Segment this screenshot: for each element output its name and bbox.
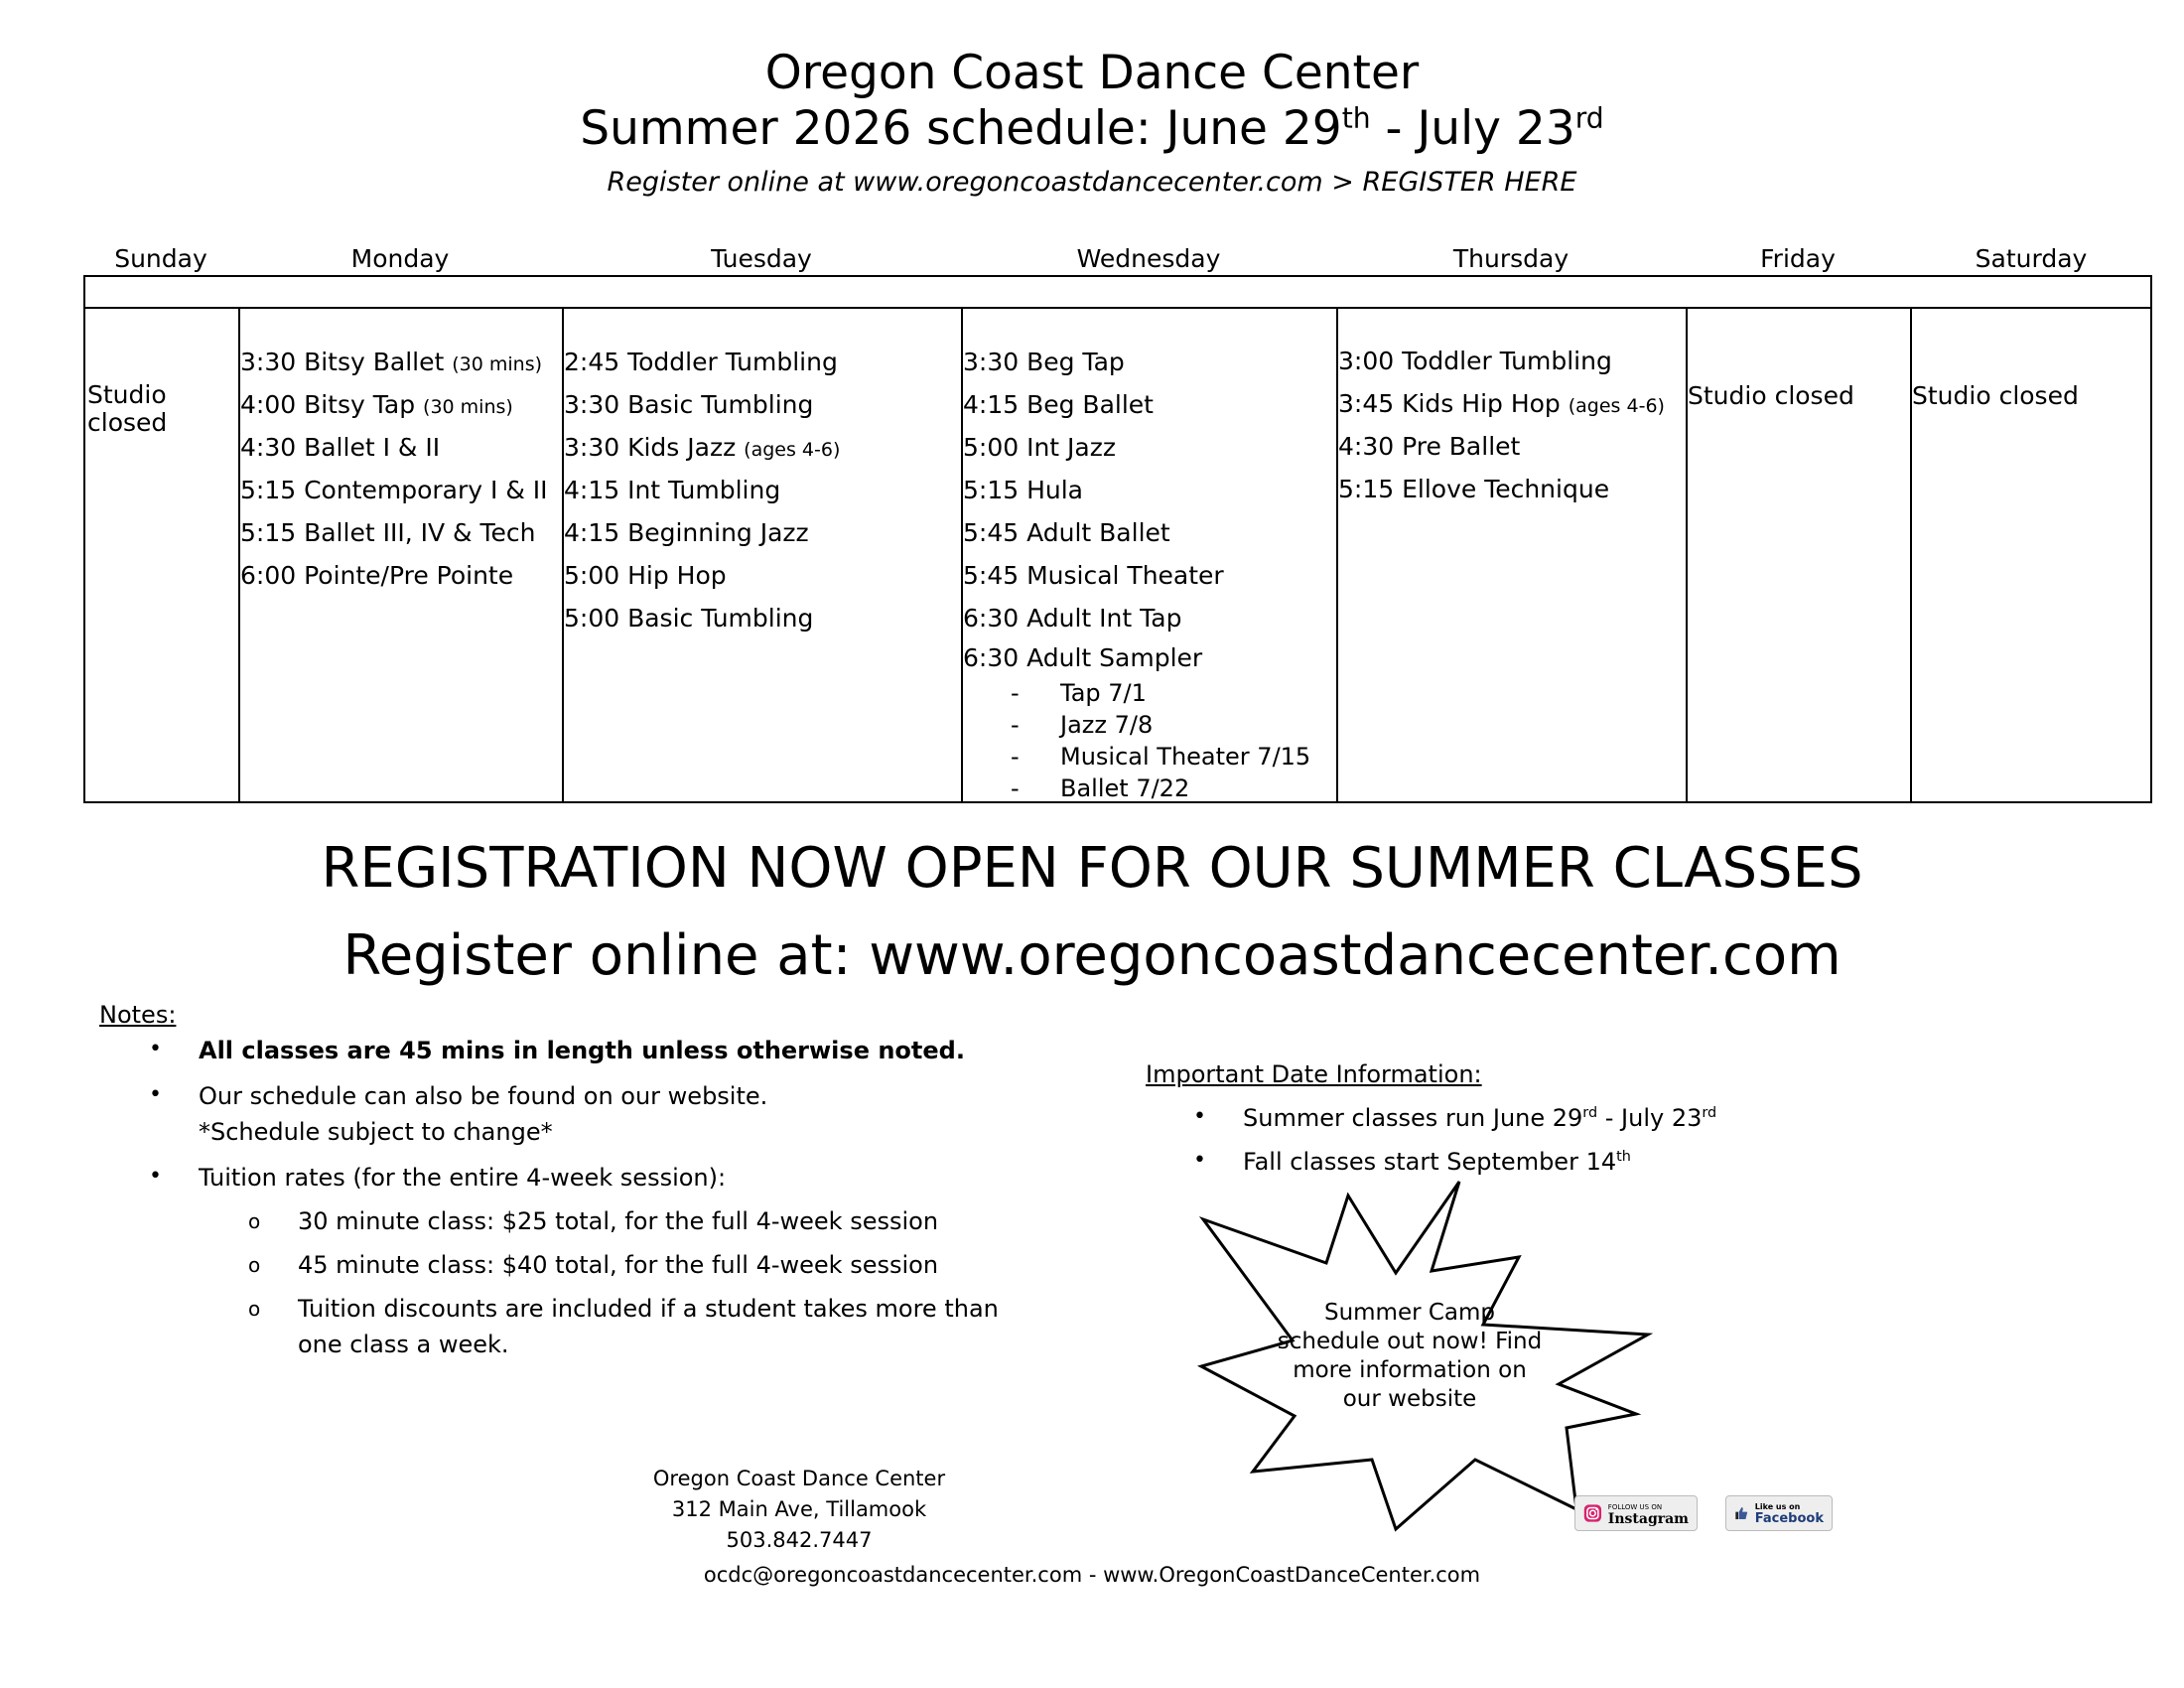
register-line: Register online at www.oregoncoastdancecenter.com > REGISTER HERE bbox=[607, 167, 1577, 198]
facebook-label bbox=[1755, 1501, 1824, 1525]
class-note: (30 mins) bbox=[452, 353, 543, 375]
instagram-small-text: FOLLOW US ON bbox=[1607, 1503, 1663, 1511]
day-header-thursday: Thursday bbox=[1452, 244, 1570, 273]
instagram-label bbox=[1608, 1501, 1689, 1525]
class-item: 3:30 Basic Tumbling bbox=[564, 390, 814, 419]
class-name: 4:00 Bitsy Tap bbox=[240, 390, 416, 419]
camp-line: more information on bbox=[1293, 1357, 1527, 1383]
page-title: Oregon Coast Dance Center bbox=[764, 46, 1420, 100]
class-item: 6:30 Adult Sampler bbox=[963, 643, 1203, 672]
subtitle-sup: th bbox=[1341, 101, 1371, 135]
class-note: (ages 4-6) bbox=[1568, 395, 1665, 417]
date-sup: th bbox=[1616, 1149, 1631, 1165]
class-item: 3:30 Beg Tap bbox=[963, 348, 1125, 376]
class-item: 4:15 Beg Ballet bbox=[963, 390, 1154, 419]
class-item: 4:30 Ballet I & II bbox=[240, 433, 441, 462]
cell-wednesday bbox=[963, 341, 1310, 804]
class-item: 5:15 Ellove Technique bbox=[1338, 475, 1610, 503]
class-item: 5:15 Hula bbox=[963, 476, 1083, 504]
circle-bullet-icon: o bbox=[248, 1209, 261, 1233]
cell-thursday bbox=[1338, 340, 1665, 510]
instagram-icon bbox=[1583, 1501, 1602, 1525]
note-item: All classes are 45 mins in length unless otherwise noted. bbox=[199, 1037, 965, 1064]
date-text: - July 23 bbox=[1597, 1104, 1703, 1132]
date-text: Summer classes run June 29 bbox=[1243, 1104, 1583, 1132]
footer-address bbox=[601, 1464, 998, 1556]
facebook-text: Facebook bbox=[1754, 1511, 1824, 1526]
date-item bbox=[1243, 1104, 1716, 1132]
footer-street: 312 Main Ave, Tillamook bbox=[671, 1497, 927, 1521]
thumbs-up-icon bbox=[1734, 1502, 1749, 1524]
registration-url: Register online at: www.oregoncoastdancecenter.com bbox=[342, 923, 1842, 988]
cell-tuesday bbox=[564, 341, 840, 639]
circle-bullet-icon: o bbox=[248, 1253, 261, 1277]
camp-line: our website bbox=[1342, 1386, 1477, 1412]
camp-line: Summer Camp bbox=[1323, 1300, 1496, 1326]
bullet-icon: • bbox=[1193, 1148, 1206, 1173]
class-item: 6:30 Adult Int Tap bbox=[963, 604, 1182, 633]
circle-bullet-icon: o bbox=[248, 1297, 261, 1321]
day-header-wednesday: Wednesday bbox=[1076, 244, 1221, 273]
note-subitem: 30 minute class: $25 total, for the full 4-week session bbox=[298, 1207, 939, 1235]
class-item bbox=[564, 426, 840, 469]
class-name: 3:30 Kids Jazz bbox=[564, 433, 737, 462]
subtitle-part: Summer 2026 schedule: June 29 bbox=[580, 101, 1342, 156]
class-item: 5:15 Contemporary I & II bbox=[240, 476, 548, 504]
footer-contact: ocdc@oregoncoastdancecenter.com - www.OregonCoastDanceCenter.com bbox=[703, 1563, 1481, 1587]
camp-line: schedule out now! Find bbox=[1277, 1329, 1543, 1354]
sampler-item: - Jazz 7/8 bbox=[1011, 711, 1154, 739]
dates-heading: Important Date Information: bbox=[1146, 1060, 1482, 1088]
class-item: 4:30 Pre Ballet bbox=[1338, 432, 1521, 461]
class-item: 5:00 Basic Tumbling bbox=[564, 604, 814, 633]
class-item: 6:00 Pointe/Pre Pointe bbox=[240, 561, 514, 590]
cell-sunday: Studio closed bbox=[87, 380, 168, 437]
class-item: 3:00 Toddler Tumbling bbox=[1338, 347, 1612, 375]
note-item: Our schedule can also be found on our website. bbox=[199, 1082, 768, 1110]
class-item: 5:00 Int Jazz bbox=[963, 433, 1116, 462]
class-item: 4:15 Beginning Jazz bbox=[564, 518, 809, 547]
class-note: (30 mins) bbox=[423, 396, 513, 418]
class-item: 5:45 Adult Ballet bbox=[963, 518, 1170, 547]
subtitle-part: - July 23 bbox=[1370, 101, 1575, 156]
day-header-friday: Friday bbox=[1760, 244, 1836, 273]
date-text: Fall classes start September 14 bbox=[1243, 1148, 1617, 1176]
sampler-item: - Tap 7/1 bbox=[1011, 679, 1147, 707]
footer-phone: 503.842.7447 bbox=[726, 1528, 873, 1552]
class-note: (ages 4-6) bbox=[744, 439, 841, 461]
table-header-band bbox=[85, 277, 2150, 309]
bullet-icon: • bbox=[149, 1164, 162, 1189]
instagram-badge[interactable] bbox=[1574, 1495, 1698, 1531]
class-item bbox=[240, 341, 548, 383]
instagram-text: Instagram bbox=[1607, 1511, 1689, 1527]
class-item: 5:15 Ballet III, IV & Tech bbox=[240, 518, 536, 547]
facebook-badge[interactable] bbox=[1725, 1495, 1833, 1531]
notes-heading: Notes: bbox=[99, 1001, 177, 1029]
sampler-item: - Musical Theater 7/15 bbox=[1011, 743, 1311, 771]
note-item-continued: *Schedule subject to change* bbox=[199, 1118, 553, 1146]
class-name: 3:45 Kids Hip Hop bbox=[1338, 389, 1561, 418]
sampler-label: Ballet 7/22 bbox=[1060, 774, 1190, 802]
sampler-label: Musical Theater 7/15 bbox=[1060, 743, 1311, 771]
date-sup: rd bbox=[1582, 1105, 1598, 1121]
footer-name: Oregon Coast Dance Center bbox=[652, 1467, 946, 1490]
cell-saturday: Studio closed bbox=[1912, 381, 2079, 410]
note-item: Tuition rates (for the entire 4-week session): bbox=[199, 1164, 727, 1192]
class-item: 4:15 Int Tumbling bbox=[564, 476, 781, 504]
class-item bbox=[1338, 382, 1665, 425]
bullet-icon: • bbox=[149, 1037, 162, 1061]
date-sup: rd bbox=[1702, 1105, 1717, 1121]
note-subitem-continued: one class a week. bbox=[298, 1331, 509, 1358]
sampler-item: - Ballet 7/22 bbox=[1011, 774, 1190, 802]
subtitle-sup: rd bbox=[1574, 101, 1604, 135]
class-item: 2:45 Toddler Tumbling bbox=[564, 348, 838, 376]
class-item bbox=[240, 383, 548, 426]
day-header-sunday: Sunday bbox=[114, 244, 207, 273]
note-subitem: Tuition discounts are included if a student takes more than bbox=[298, 1295, 999, 1323]
bullet-icon: • bbox=[1193, 1104, 1206, 1129]
class-item: 5:45 Musical Theater bbox=[963, 561, 1224, 590]
day-header-monday: Monday bbox=[350, 244, 450, 273]
page-subtitle bbox=[0, 101, 2184, 157]
bullet-icon: • bbox=[149, 1082, 162, 1107]
registration-banner: REGISTRATION NOW OPEN FOR OUR SUMMER CLASSES bbox=[321, 836, 1863, 901]
sampler-label: Jazz 7/8 bbox=[1060, 711, 1154, 739]
day-header-saturday: Saturday bbox=[1975, 244, 2088, 273]
cell-friday: Studio closed bbox=[1688, 381, 1854, 410]
class-name: 3:30 Bitsy Ballet bbox=[240, 348, 445, 376]
note-subitem: 45 minute class: $40 total, for the full 4-week session bbox=[298, 1251, 939, 1279]
summer-camp-callout bbox=[1246, 1299, 1573, 1414]
class-item: 5:00 Hip Hop bbox=[564, 561, 727, 590]
cell-monday bbox=[240, 341, 548, 597]
day-header-tuesday: Tuesday bbox=[711, 244, 812, 273]
facebook-small-text: Like us on bbox=[1754, 1502, 1801, 1511]
sampler-label: Tap 7/1 bbox=[1060, 679, 1147, 707]
